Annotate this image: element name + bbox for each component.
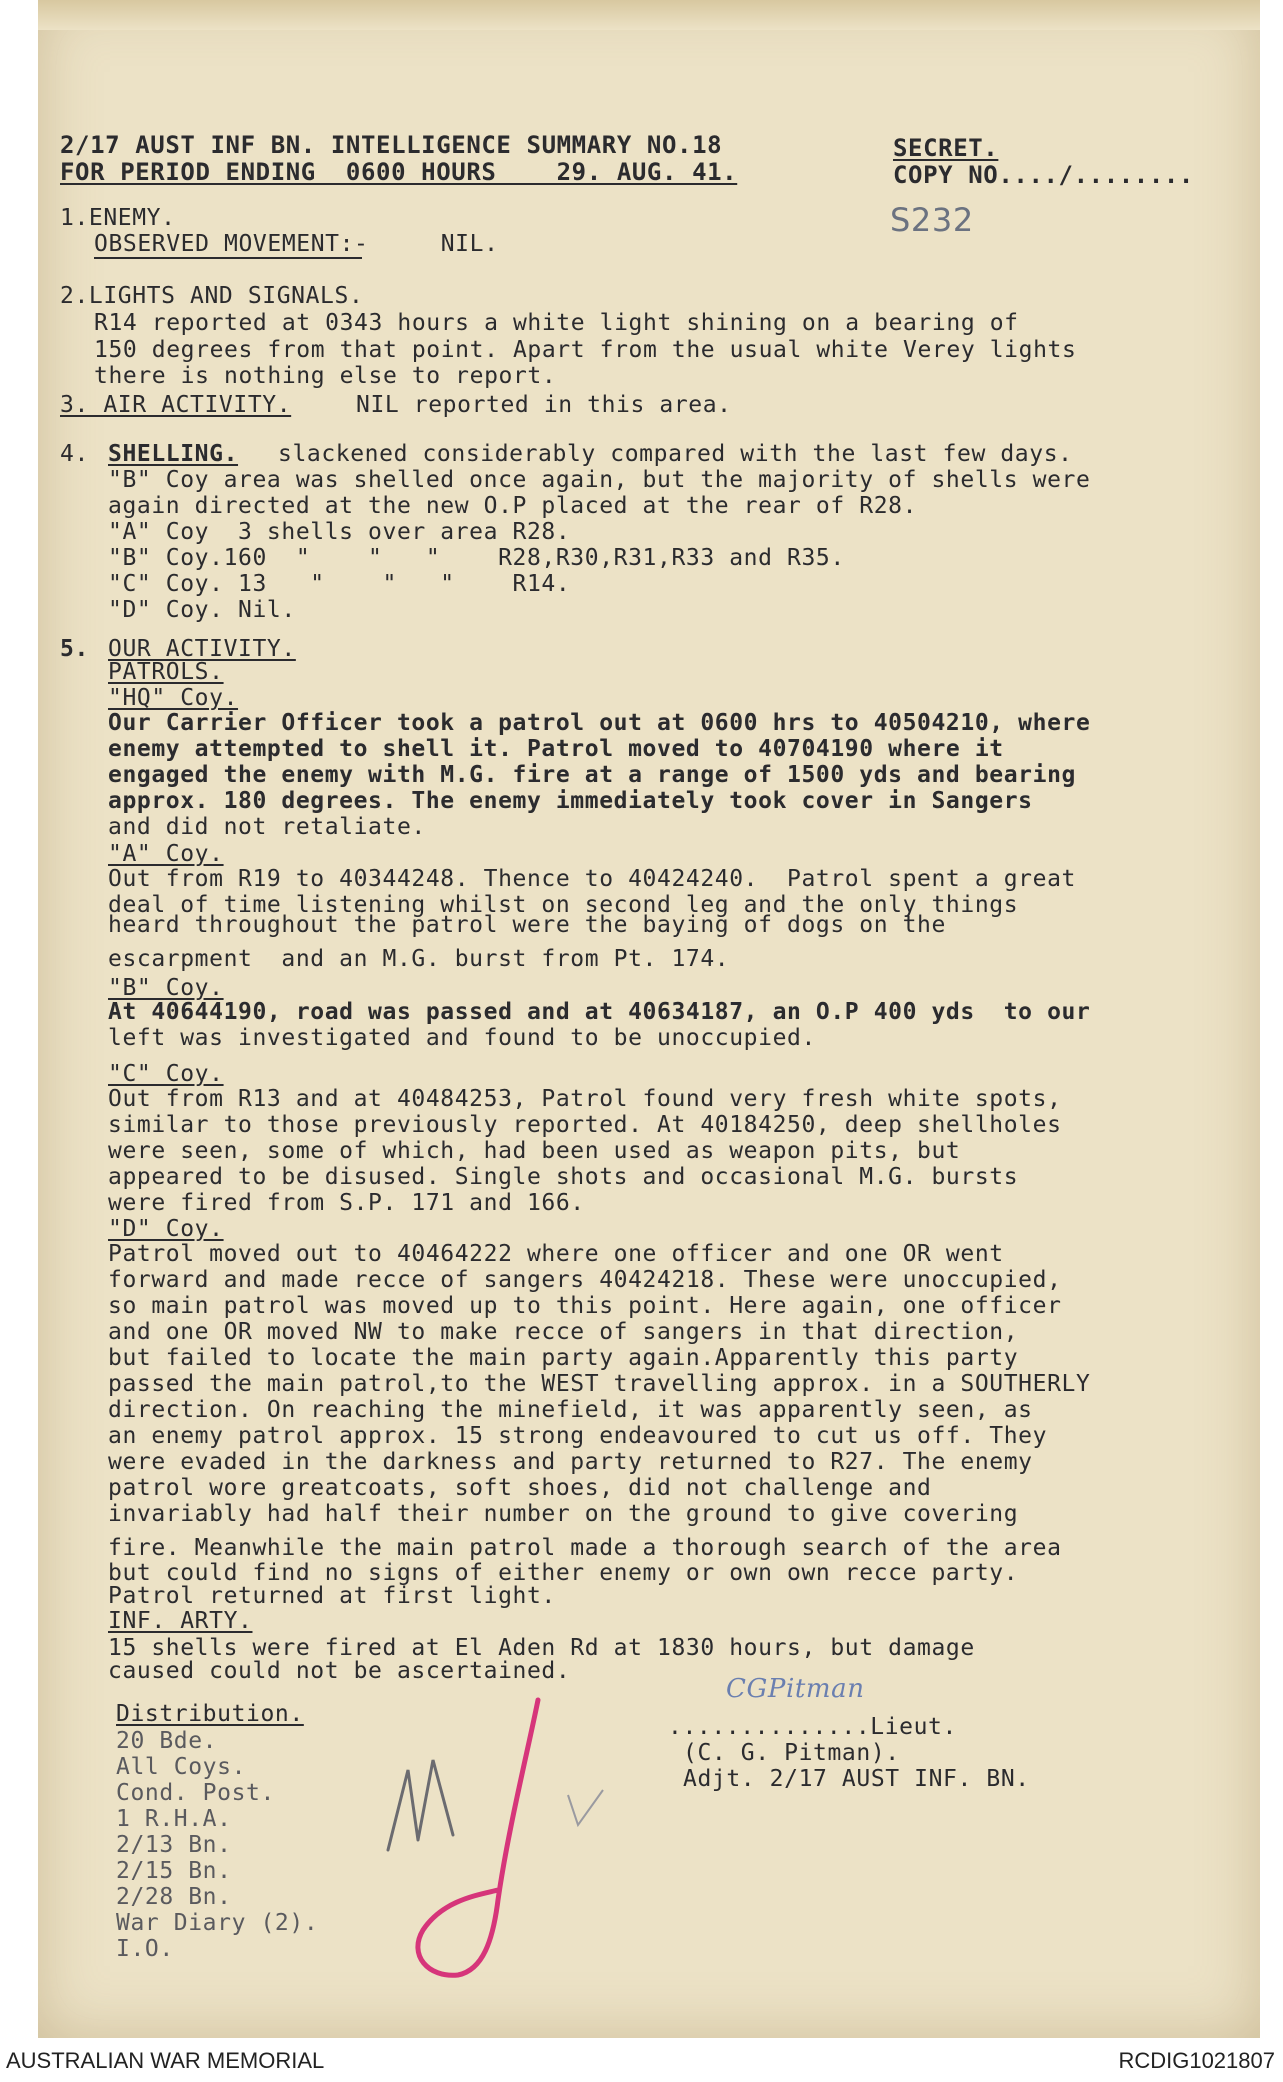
- patrol-line: and did not retaliate.: [108, 814, 426, 840]
- patrol-line: were fired from S.P. 171 and 166.: [108, 1190, 585, 1216]
- distribution-item: 2/13 Bn.: [116, 1832, 232, 1858]
- footer-bar: [0, 2038, 1283, 2082]
- patrol-line: patrol wore greatcoats, soft shoes, did not challenge and: [108, 1475, 932, 1501]
- distribution-item: Cond. Post.: [116, 1780, 275, 1806]
- patrol-line: Out from R19 to 40344248. Thence to 40424240. Patrol spent a great: [108, 866, 1076, 892]
- arty-line: 15 shells were fired at El Aden Rd at 1830 hours, but damage: [108, 1635, 975, 1661]
- distribution-item: 2/28 Bn.: [116, 1884, 232, 1910]
- patrol-line: similar to those previously reported. At 40184250, deep shellholes: [108, 1112, 1062, 1138]
- section-enemy-heading: 1.ENEMY.: [60, 205, 176, 231]
- observed-movement: OBSERVED MOVEMENT:- NIL.: [94, 231, 499, 257]
- section-lights-heading: 2.LIGHTS AND SIGNALS.: [60, 283, 364, 309]
- shelling-line: "C" Coy. 13 " " " R14.: [108, 571, 571, 597]
- patrol-line: enemy attempted to shell it. Patrol moved to 40704190 where it: [108, 736, 1004, 762]
- signatory-title: Adjt. 2/17 AUST INF. BN.: [683, 1766, 1030, 1792]
- c-coy-heading: "C" Coy.: [108, 1061, 224, 1087]
- patrol-line: were seen, some of which, had been used as weapon pits, but: [108, 1138, 961, 1164]
- shelling-line: "B" Coy.160 " " " R28,R30,R31,R33 and R35.: [108, 545, 845, 571]
- signatory-name: (C. G. Pitman).: [683, 1740, 900, 1766]
- patrol-line: and one OR moved NW to make recce of sangers in that direction,: [108, 1319, 1019, 1345]
- patrol-line: were evaded in the darkness and party returned to R27. The enemy: [108, 1449, 1033, 1475]
- distribution-item: 2/15 Bn.: [116, 1858, 232, 1884]
- patrol-line: so main patrol was moved up to this point. Here again, one officer: [108, 1293, 1062, 1319]
- patrol-line: appeared to be disused. Single shots and occasional M.G. bursts: [108, 1164, 1019, 1190]
- lights-line: R14 reported at 0343 hours a white light shining on a bearing of: [94, 310, 1019, 336]
- patrol-line: invariably had half their number on the ground to give covering: [108, 1501, 1019, 1527]
- shelling-line: slackened considerably compared with the last few days.: [278, 441, 1073, 467]
- pencil-annotation-mark: [378, 1740, 498, 1870]
- lights-line: 150 degrees from that point. Apart from the usual white Verey lights: [94, 337, 1077, 363]
- hq-coy-heading: "HQ" Coy.: [108, 685, 239, 711]
- distribution-item: 1 R.H.A.: [116, 1806, 232, 1832]
- a-coy-heading: "A" Coy.: [108, 841, 224, 867]
- patrol-line: Our Carrier Officer took a patrol out at 0600 hrs to 40504210, where: [108, 710, 1091, 736]
- signature-line: ..............Lieut.: [668, 1714, 957, 1740]
- distribution-item: I.O.: [116, 1936, 174, 1962]
- distribution-item: All Coys.: [116, 1754, 247, 1780]
- patrol-line: engaged the enemy with M.G. fire at a range of 1500 yds and bearing: [108, 762, 1076, 788]
- inf-arty-heading: INF. ARTY.: [108, 1608, 253, 1634]
- distribution-item: War Diary (2).: [116, 1910, 319, 1936]
- patrol-line: deal of time listening whilst on second leg and the only things: [108, 892, 1019, 918]
- distribution-heading: Distribution.: [116, 1701, 304, 1727]
- patrol-line: At 40644190, road was passed and at 40634187, an O.P 400 yds to our: [108, 999, 1091, 1025]
- shelling-line: again directed at the new O.P placed at the rear of R28.: [108, 493, 918, 519]
- shelling-line: "A" Coy 3 shells over area R28.: [108, 519, 571, 545]
- period-line: FOR PERIOD ENDING 0600 HOURS 29. AUG. 41.: [60, 158, 738, 186]
- d-coy-heading: "D" Coy.: [108, 1216, 224, 1242]
- classification-label: SECRET.: [893, 134, 999, 162]
- shelling-line: "B" Coy area was shelled once again, but the majority of shells were: [108, 467, 1091, 493]
- patrol-line: direction. On reaching the minefield, it was apparently seen, as: [108, 1397, 1033, 1423]
- patrol-line: passed the main patrol,to the WEST travelling approx. in a SOUTHERLY: [108, 1371, 1091, 1397]
- section-number: 5.: [60, 636, 89, 662]
- arty-line: caused could not be ascertained.: [108, 1658, 571, 1684]
- footer-source: AUSTRALIAN WAR MEMORIAL: [6, 2048, 325, 2073]
- document-title: 2/17 AUST INF BN. INTELLIGENCE SUMMARY NO.18: [60, 131, 723, 159]
- document-page: [38, 0, 1260, 2038]
- patrol-line: but could find no signs of either enemy or own own recce party.: [108, 1560, 1019, 1586]
- footer-id: RCDIG1021807: [1118, 2048, 1275, 2073]
- copy-number: COPY NO..../........: [893, 161, 1194, 189]
- underline: [94, 257, 362, 259]
- patrol-line: forward and made recce of sangers 40424218. These were unoccupied,: [108, 1267, 1062, 1293]
- patrol-line: escarpment and an M.G. burst from Pt. 174.: [108, 946, 730, 972]
- shelling-line: "D" Coy. Nil.: [108, 597, 296, 623]
- patrol-line: Patrol returned at first light.: [108, 1583, 556, 1609]
- reference-number: S232: [890, 201, 974, 239]
- patrol-line: fire. Meanwhile the main patrol made a thorough search of the area: [108, 1535, 1062, 1561]
- patrol-line: Out from R13 and at 40484253, Patrol found very fresh white spots,: [108, 1086, 1062, 1112]
- pencil-tick-mark: [558, 1780, 618, 1840]
- section-number: 4.: [60, 441, 89, 467]
- section-activity-heading: OUR ACTIVITY.: [108, 636, 296, 662]
- patrol-line: approx. 180 degrees. The enemy immediately took cover in Sangers: [108, 788, 1033, 814]
- patrol-line: Patrol moved out to 40464222 where one officer and one OR went: [108, 1241, 1004, 1267]
- b-coy-heading: "B" Coy.: [108, 975, 224, 1001]
- section-shelling-heading: SHELLING.: [108, 441, 239, 467]
- patrol-line: an enemy patrol approx. 15 strong endeavoured to cut us off. They: [108, 1423, 1048, 1449]
- distribution-item: 20 Bde.: [116, 1728, 218, 1754]
- patrol-line: but failed to locate the main party again.Apparently this party: [108, 1345, 1019, 1371]
- patrols-heading: PATROLS.: [108, 659, 224, 685]
- handwritten-signature: CGPitman: [726, 1674, 865, 1704]
- section-air-heading: 3. AIR ACTIVITY.: [60, 392, 292, 418]
- air-activity-text: NIL reported in this area.: [356, 392, 732, 418]
- lights-line: there is nothing else to report.: [94, 363, 557, 389]
- patrol-line: left was investigated and found to be unoccupied.: [108, 1025, 816, 1051]
- patrol-line: heard throughout the patrol were the baying of dogs on the: [108, 912, 946, 938]
